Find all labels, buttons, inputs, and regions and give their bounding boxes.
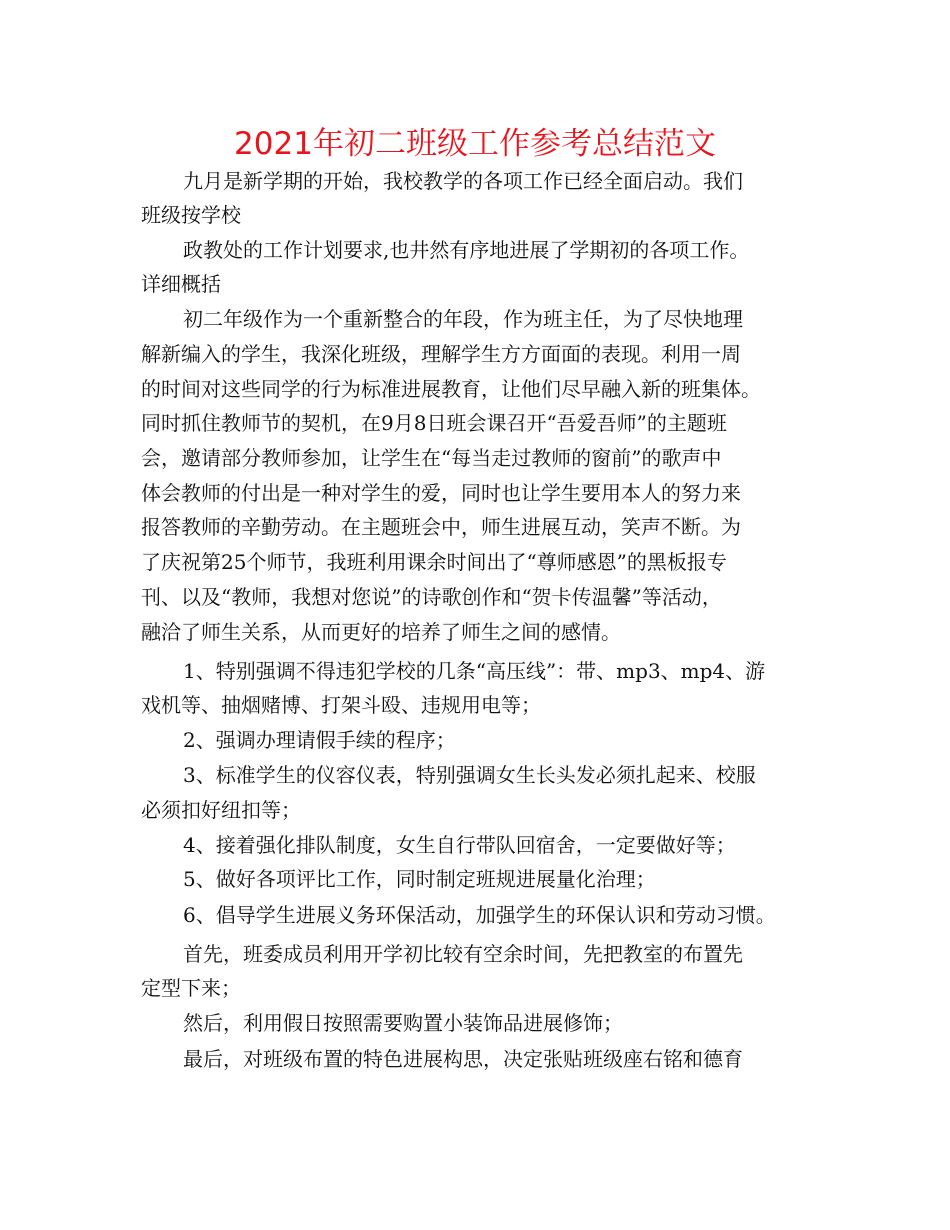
text-line: 报答教师的辛勤劳动。在主题班会中，师生进展互动，笑声不断。为 (141, 515, 741, 539)
text-line: 了庆祝第25个师节，我班利用课余时间出了“尊师感恩”的黑板报专 (141, 550, 727, 574)
text-line: 首先，班委成员利用开学初比较有空余时间，先把教室的布置先 (183, 942, 743, 966)
list-item-text: 2、强调办理请假手续的程序； (183, 728, 456, 752)
text-line: 班级按学校 (141, 203, 241, 227)
text-line: 会，邀请部分教师参加，让学生在“每当走过教师的窗前”的歌声中 (141, 446, 722, 470)
list-item-text: 6、倡导学生进展义务环保活动，加强学生的环保认识和劳动习惯。 (183, 903, 776, 927)
text-line: 融洽了师生关系，从而更好的培养了师生之间的感情。 (141, 620, 621, 644)
text-line: 详细概括 (141, 272, 221, 296)
list-item-text: 1、特别强调不得违犯学校的几条“高压线”：带、mp3、mp4、游 (183, 659, 766, 683)
text-line: 定型下来； (141, 976, 241, 1000)
text-line: 九月是新学期的开始，我校教学的各项工作已经全面启动。我们 (183, 169, 743, 193)
list-item-text: 必须扣好纽扣等； (141, 798, 301, 822)
text-line: 最后，对班级布置的特色进展构思，决定张贴班级座右铭和德育 (183, 1047, 743, 1071)
list-item-text: 戏机等、抽烟赌博、打架斗殴、违规用电等； (141, 693, 541, 717)
list-item-text: 4、接着强化排队制度，女生自行带队回宿舍，一定要做好等； (183, 833, 736, 857)
list-item-text: 3、标准学生的仪容仪表，特别强调女生长头发必须扎起来、校服 (183, 763, 756, 787)
text-line: 解新编入的学生，我深化班级，理解学生方方面面的表现。利用一周 (141, 342, 741, 366)
text-line: 然后，利用假日按照需要购置小装饰品进展修饰； (183, 1011, 623, 1035)
text-line: 同时抓住教师节的契机，在9月8日班会课召开“吾爱吾师”的主题班 (141, 411, 727, 435)
text-line: 体会教师的付出是一种对学生的爱，同时也让学生要用本人的努力来 (141, 481, 741, 505)
text-line: 刊、以及“教师，我想对您说”的诗歌创作和“贺卡传温馨”等活动， (141, 585, 722, 609)
text-line: 的时间对这些同学的行为标准进展教育，让他们尽早融入新的班集体。 (141, 377, 761, 401)
list-item-text: 5、做好各项评比工作，同时制定班规进展量化治理； (183, 867, 656, 891)
text-line: 初二年级作为一个重新整合的年段，作为班主任，为了尽快地理 (183, 307, 743, 331)
document-title: 2021年初二班级工作参考总结范文 (234, 126, 716, 162)
text-line: 政教处的工作计划要求,也井然有序地进展了学期初的各项工作。 (183, 238, 750, 262)
